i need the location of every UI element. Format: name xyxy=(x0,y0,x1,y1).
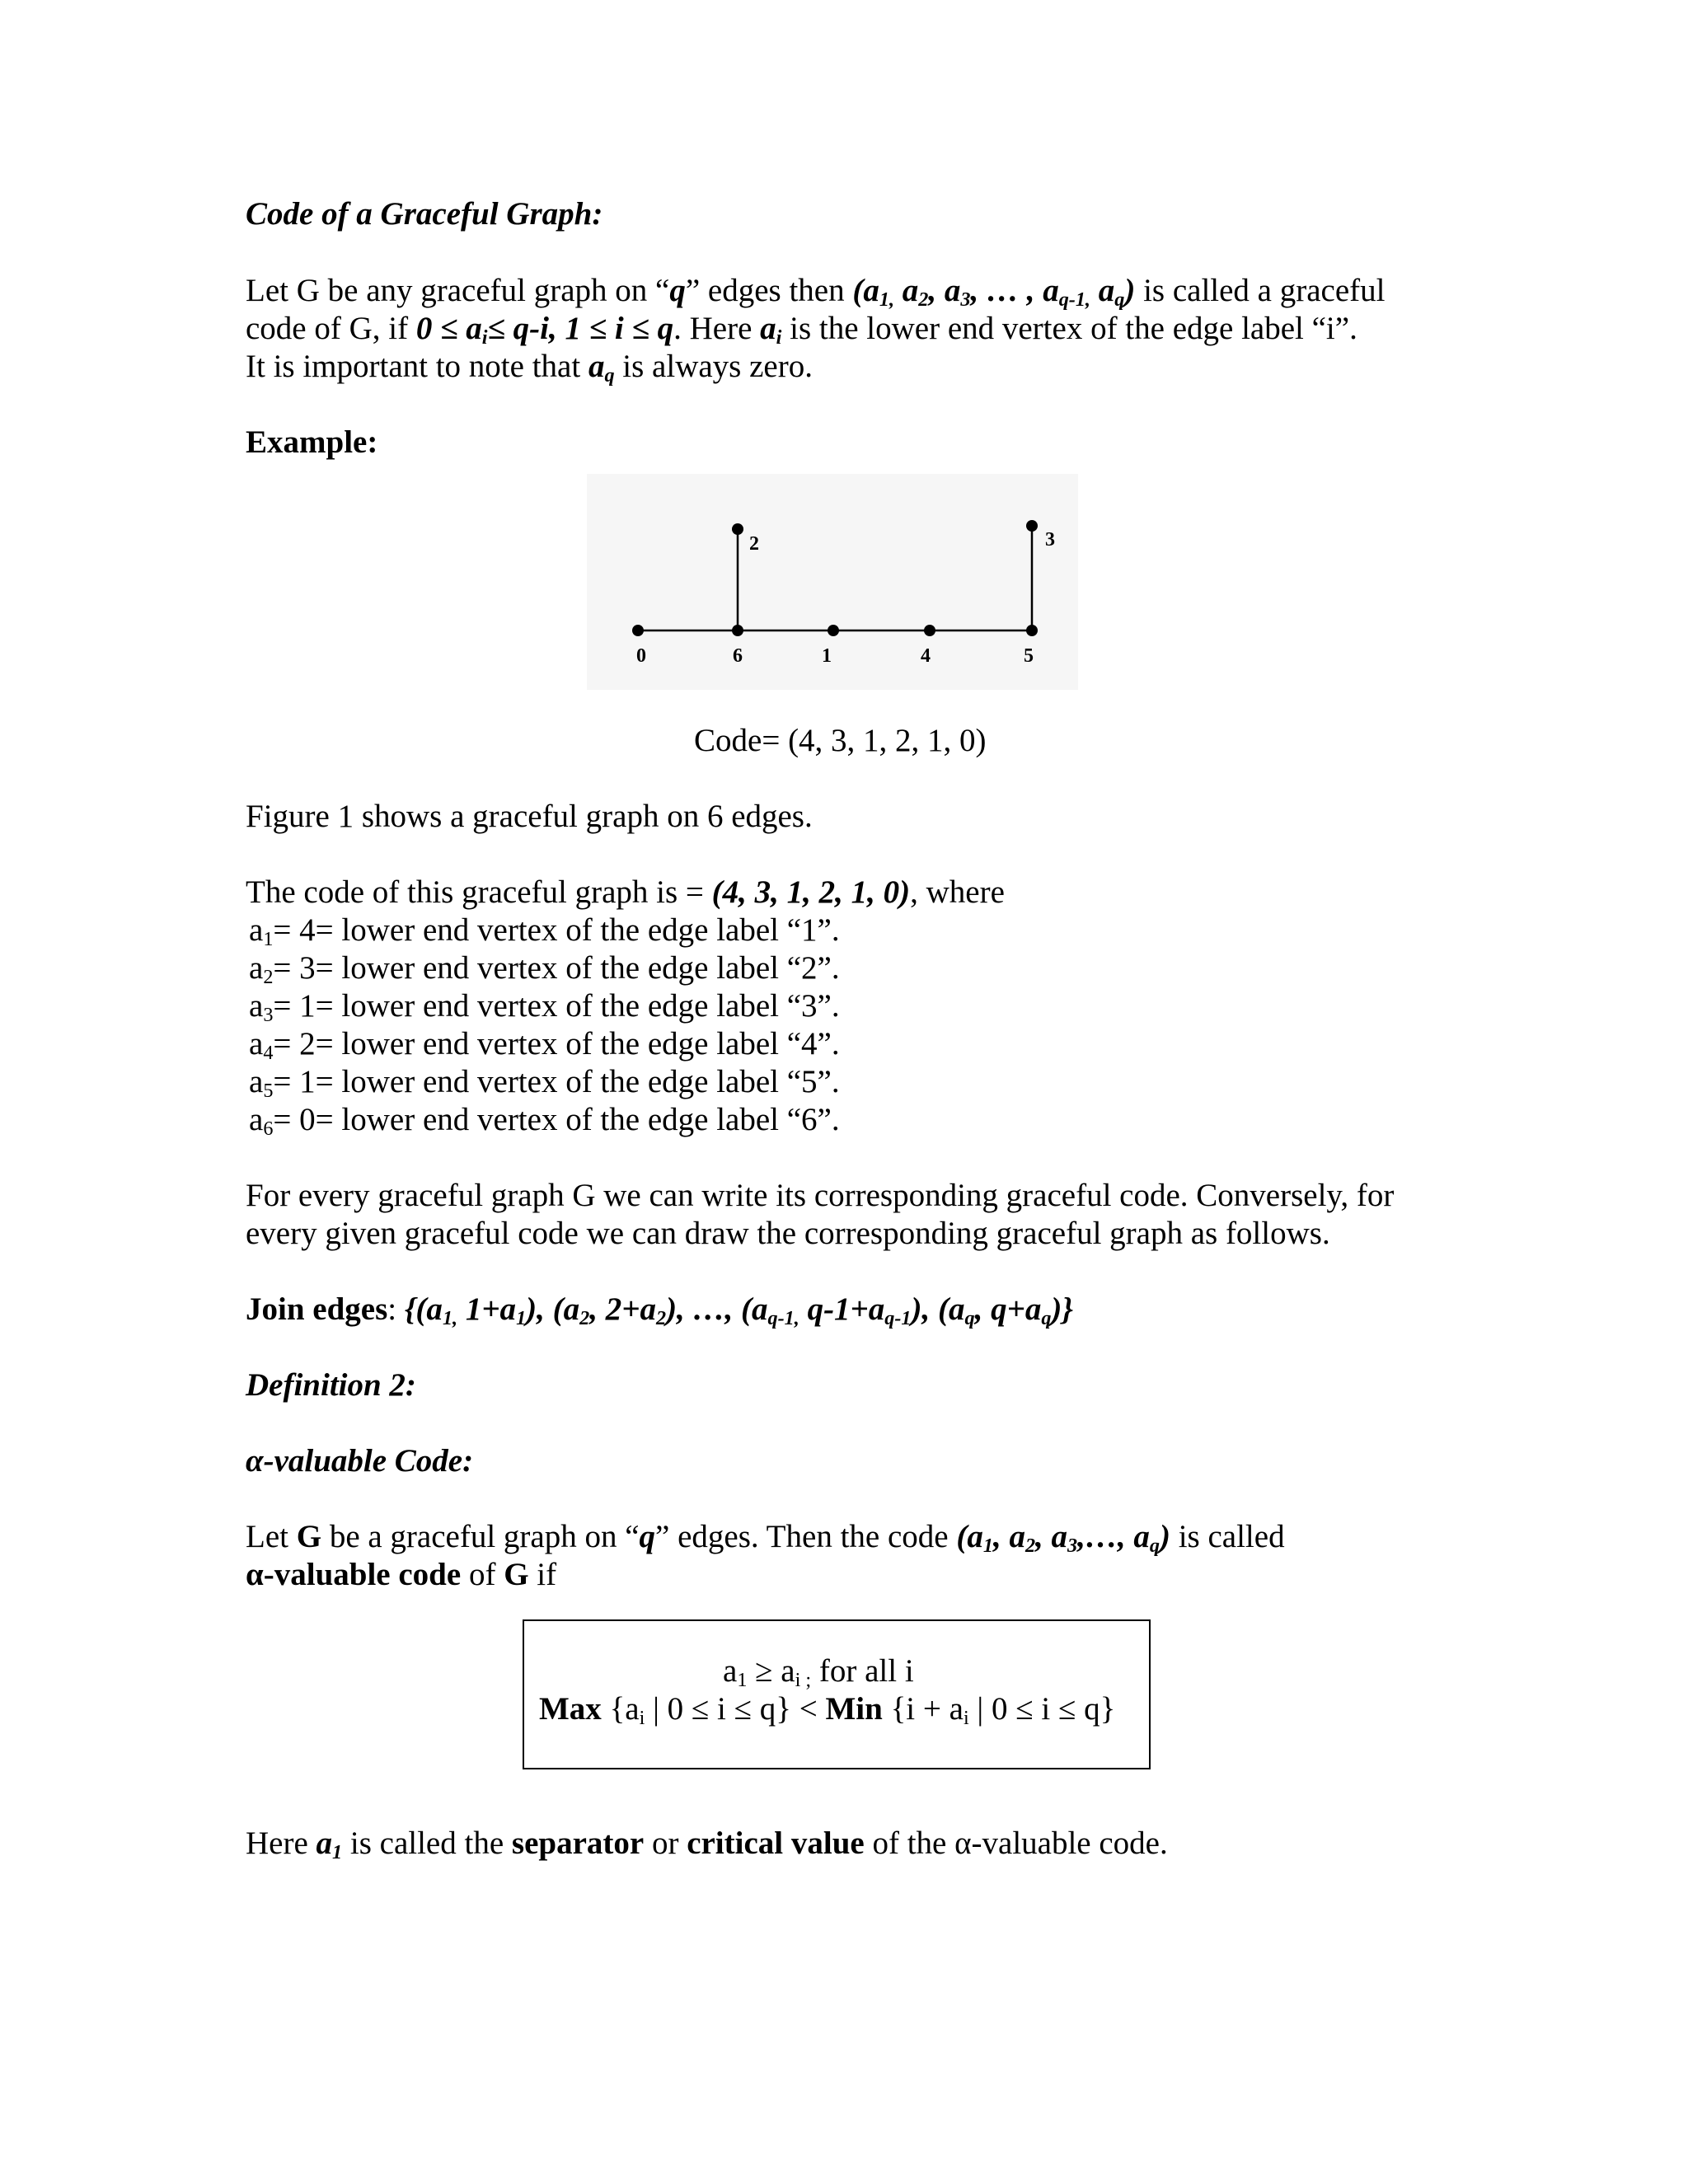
text: {a xyxy=(601,1691,640,1727)
text: a xyxy=(1090,273,1115,308)
subscript: q-1 xyxy=(884,1307,912,1330)
graph-vertex xyxy=(1026,625,1038,636)
code-tuple xyxy=(956,1519,1170,1558)
text: ≥ a xyxy=(747,1653,795,1689)
formula-box xyxy=(523,1619,1151,1769)
final-line xyxy=(246,1825,1168,1863)
text: {(a xyxy=(404,1291,443,1327)
figure-background xyxy=(587,474,1078,690)
subscript: 2 xyxy=(918,288,929,312)
subscript: i xyxy=(481,326,488,349)
graph-figure xyxy=(587,474,1078,690)
text: ), (a xyxy=(526,1291,580,1327)
var-G: G xyxy=(296,1519,322,1554)
text: a xyxy=(249,950,264,986)
subscript: q xyxy=(1149,1535,1160,1558)
text: a xyxy=(760,311,776,346)
graceful-code-tuple xyxy=(852,273,1136,312)
text: 1+a xyxy=(457,1291,517,1327)
text: ) xyxy=(1124,273,1136,308)
section-heading: Code of a Graceful Graph: xyxy=(246,196,603,232)
join-label: Join edges xyxy=(246,1291,388,1327)
subscript: q xyxy=(964,1307,975,1330)
text: q-1+a xyxy=(799,1291,885,1327)
subscript: i xyxy=(776,326,782,349)
text: = 0= lower end vertex of the edge label “6”. xyxy=(273,1102,840,1137)
subscript: i ; xyxy=(795,1669,812,1692)
text: a xyxy=(249,988,264,1024)
text: a xyxy=(249,912,264,948)
alpha-def-line-1 xyxy=(246,1518,1285,1556)
subscript: i xyxy=(963,1707,969,1730)
paragraph-line: For every graceful graph G we can write its corresponding graceful code. Conversely, for xyxy=(246,1178,1395,1213)
alpha-heading: α-valuable Code: xyxy=(246,1443,474,1479)
max-operator: Max xyxy=(539,1691,602,1727)
text: or xyxy=(644,1825,687,1861)
text: = 1= lower end vertex of the edge label “3”. xyxy=(273,988,840,1024)
var-ai xyxy=(760,311,782,349)
example-heading: Example: xyxy=(246,424,378,460)
text: The code of this graceful graph is = xyxy=(246,874,712,910)
var-q: q xyxy=(639,1519,656,1554)
text: of the α-valuable code. xyxy=(864,1825,1168,1861)
critical-value-term: critical value xyxy=(687,1825,865,1861)
text: {i + a xyxy=(882,1691,964,1727)
condition xyxy=(415,311,674,349)
subscript: 1 xyxy=(982,1535,993,1558)
intro-line-1 xyxy=(246,272,1385,310)
definition-heading: Definition 2: xyxy=(246,1367,416,1403)
var-q: q xyxy=(669,273,686,308)
text: is the lower end vertex of the edge label “i”. xyxy=(781,311,1357,346)
text: )} xyxy=(1051,1291,1073,1327)
text: . Here xyxy=(673,311,761,346)
subscript: 1 xyxy=(332,1841,343,1864)
intro-line-3 xyxy=(246,348,813,386)
code-line xyxy=(249,1101,840,1139)
text: 0 ≤ a xyxy=(415,311,482,346)
graph-vertex xyxy=(828,625,839,636)
figure-note: Figure 1 shows a graceful graph on 6 edges. xyxy=(246,799,813,834)
code-line xyxy=(249,1025,840,1063)
subscript: q-1, xyxy=(1058,288,1090,312)
text: = 3= lower end vertex of the edge label “2”. xyxy=(273,950,840,986)
subscript: 1, xyxy=(442,1307,458,1330)
formula-line-2 xyxy=(539,1690,1115,1728)
text: : xyxy=(387,1291,405,1327)
subscript: 3 xyxy=(960,288,971,312)
paragraph-line: every given graceful code we can draw the corresponding graceful graph as follows. xyxy=(246,1216,1330,1251)
text: ≤ q-i, 1 ≤ i ≤ q xyxy=(487,311,674,346)
subscript: 2 xyxy=(1025,1535,1036,1558)
subscript: 1 xyxy=(737,1669,748,1692)
vertex-label: 0 xyxy=(636,645,646,667)
subscript: 3 xyxy=(263,1004,274,1027)
code-tuple: (4, 3, 1, 2, 1, 0) xyxy=(711,874,911,910)
text: ” edges then xyxy=(685,273,853,308)
vertex-label: 1 xyxy=(822,645,832,667)
code-line xyxy=(249,949,840,987)
graph-svg xyxy=(587,474,1078,690)
text: (a xyxy=(956,1519,983,1554)
text: a xyxy=(249,1102,264,1137)
subscript: 1, xyxy=(879,288,895,312)
code-intro xyxy=(246,874,1005,912)
text: a xyxy=(249,1064,264,1099)
text: (a xyxy=(852,273,879,308)
text: is called the xyxy=(342,1825,512,1861)
text: , where xyxy=(910,874,1005,910)
code-line xyxy=(249,1063,840,1101)
text: ,…, a xyxy=(1077,1519,1150,1554)
text: a xyxy=(723,1653,738,1689)
subscript: 5 xyxy=(263,1080,274,1103)
text: a xyxy=(588,349,605,384)
text: a xyxy=(249,1026,264,1062)
text: ), …, (a xyxy=(666,1291,768,1327)
graph-vertex xyxy=(924,625,935,636)
subscript: q xyxy=(1041,1307,1052,1330)
subscript: 2 xyxy=(579,1307,590,1330)
intro-line-2 xyxy=(246,310,1357,348)
subscript: 2 xyxy=(655,1307,667,1330)
text: = 1= lower end vertex of the edge label “5”. xyxy=(273,1064,840,1099)
graph-vertex xyxy=(732,523,743,535)
text: is called xyxy=(1170,1519,1285,1554)
text: , a xyxy=(1035,1519,1068,1554)
text: Let G be any graceful graph on “ xyxy=(246,273,670,308)
alpha-valuable-term: α-valuable code xyxy=(246,1557,462,1592)
var-a1 xyxy=(316,1825,343,1864)
edge-set xyxy=(404,1291,1073,1330)
vertex-label: 4 xyxy=(921,645,931,667)
subscript: q xyxy=(1114,288,1125,312)
text: Let xyxy=(246,1519,297,1554)
text: ” edges. Then the code xyxy=(655,1519,957,1554)
code-line xyxy=(249,987,840,1025)
vertex-label: 6 xyxy=(733,645,743,667)
text: It is important to note that xyxy=(246,349,588,384)
text: a xyxy=(894,273,919,308)
subscript: 4 xyxy=(263,1042,274,1065)
subscript: q xyxy=(604,364,615,387)
text: = 4= lower end vertex of the edge label “1”. xyxy=(273,912,840,948)
subscript: 1 xyxy=(263,928,274,951)
code-line xyxy=(249,912,840,949)
text: , 2+a xyxy=(589,1291,656,1327)
vertex-label: 5 xyxy=(1024,645,1034,667)
min-operator: Min xyxy=(825,1691,883,1727)
text: is always zero. xyxy=(614,349,813,384)
subscript: 6 xyxy=(263,1118,274,1141)
text: , … , a xyxy=(970,273,1059,308)
text: ), (a xyxy=(911,1291,965,1327)
text: is called a graceful xyxy=(1135,273,1386,308)
text: be a graceful graph on “ xyxy=(321,1519,640,1554)
alpha-def-line-2 xyxy=(246,1556,556,1594)
subscript: 2 xyxy=(263,966,274,989)
subscript: i xyxy=(639,1707,645,1730)
subscript: 3 xyxy=(1067,1535,1078,1558)
text: = 2= lower end vertex of the edge label “4”. xyxy=(273,1026,840,1062)
text: , q+a xyxy=(974,1291,1042,1327)
subscript: q-1, xyxy=(767,1307,799,1330)
join-edges xyxy=(246,1291,1073,1329)
graph-vertex xyxy=(1026,520,1038,532)
vertex-label: 3 xyxy=(1045,529,1055,551)
var-aq xyxy=(588,349,615,387)
text: , a xyxy=(928,273,961,308)
text: | 0 ≤ i ≤ q} < xyxy=(645,1691,826,1727)
var-G: G xyxy=(504,1557,529,1592)
text: a xyxy=(316,1825,333,1861)
separator-term: separator xyxy=(511,1825,645,1861)
text: of xyxy=(461,1557,504,1592)
graph-vertex xyxy=(732,625,743,636)
text: code of G, if xyxy=(246,311,416,346)
vertex-label: 2 xyxy=(749,533,759,555)
code-caption: Code= (4, 3, 1, 2, 1, 0) xyxy=(694,723,987,758)
text: for all i xyxy=(811,1653,914,1689)
text: | 0 ≤ i ≤ q} xyxy=(968,1691,1116,1727)
text: Here xyxy=(246,1825,316,1861)
text: ) xyxy=(1159,1519,1170,1554)
graph-vertex xyxy=(632,625,644,636)
formula-line-1 xyxy=(723,1652,914,1690)
text: , a xyxy=(992,1519,1025,1554)
text: if xyxy=(528,1557,557,1592)
subscript: 1 xyxy=(516,1307,527,1330)
